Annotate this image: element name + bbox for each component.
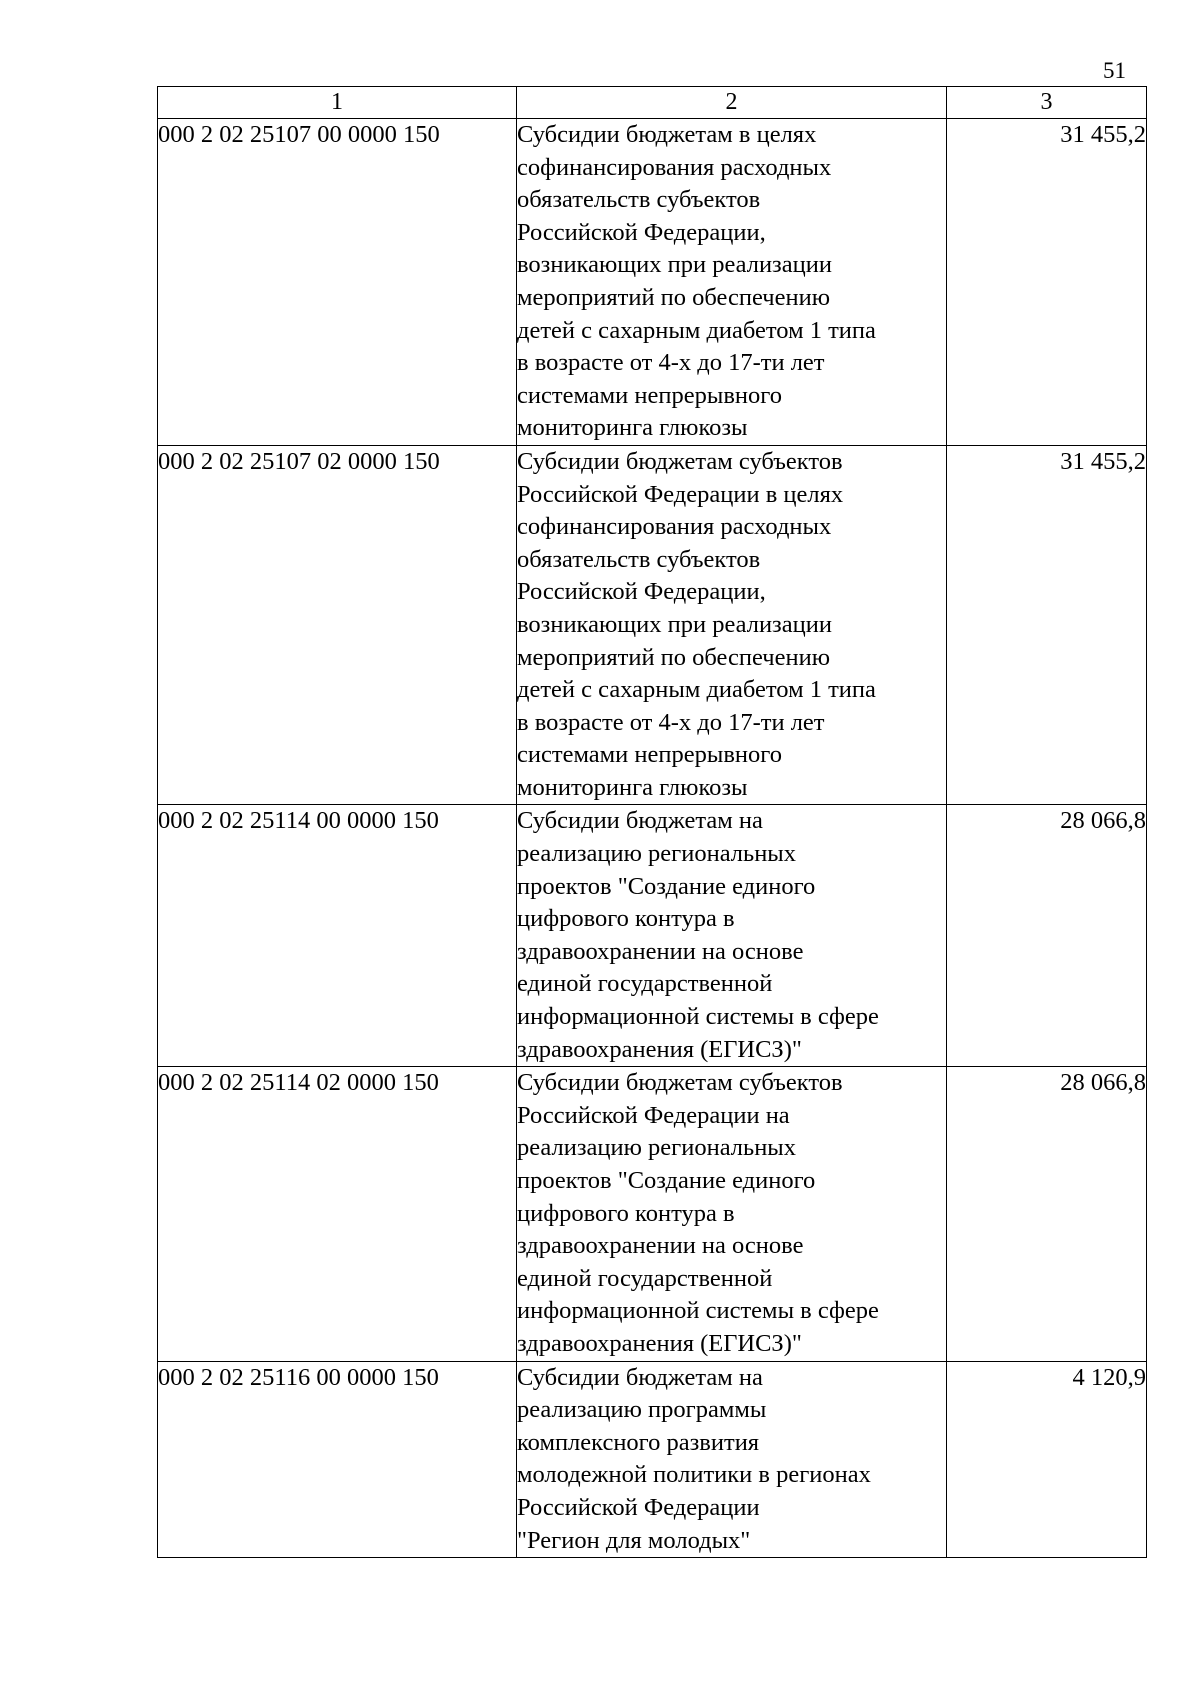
description-line: единой государственной [517, 1264, 773, 1292]
description-cell [517, 805, 947, 1067]
description-line: информационной системы в сфере [517, 1297, 879, 1325]
description-line: детей с сахарным диабетом 1 типа [517, 316, 876, 344]
budget-code-cell: 000 2 02 25107 02 0000 150 [158, 445, 517, 805]
table-row [158, 1361, 1147, 1558]
amount-cell: 28 066,8 [947, 805, 1147, 1067]
budget-code-cell: 000 2 02 25116 00 0000 150 [158, 1361, 517, 1558]
column-header-3: 3 [947, 87, 1147, 119]
description-line: Российской Федерации на [517, 1101, 790, 1129]
table-row [158, 1067, 1147, 1361]
table-row [158, 445, 1147, 805]
header-row [158, 87, 1147, 119]
description-line: Субсидии бюджетам субъектов [517, 447, 843, 475]
description-cell [517, 119, 947, 446]
description-line: реализацию региональных [517, 840, 797, 868]
description-line: проектов "Создание единого [517, 1167, 816, 1194]
description-line: мониторинга глюкозы [517, 773, 748, 801]
amount-cell: 31 455,2 [947, 119, 1147, 446]
amount-cell: 4 120,9 [947, 1361, 1147, 1558]
description-cell [517, 1361, 947, 1558]
description-line: мероприятий по обеспечению [517, 643, 831, 671]
description-line: молодежной политики в регионах [517, 1461, 871, 1489]
description-line: обязательств субъектов [517, 186, 761, 214]
description-line: мониторинга глюкозы [517, 414, 748, 442]
description-line: системами непрерывного [517, 741, 782, 769]
description-line: здравоохранении на основе [517, 937, 804, 965]
description-line: мероприятий по обеспечению [517, 283, 831, 311]
description-line: "Регион для молодых" [517, 1526, 751, 1554]
description-line: Субсидии бюджетам в целях [517, 121, 817, 148]
description-line: цифрового контура в [517, 905, 735, 933]
description-line: возникающих при реализации [517, 610, 832, 638]
budget-code-cell: 000 2 02 25114 02 0000 150 [158, 1067, 517, 1361]
description-line: комплексного развития [517, 1428, 760, 1456]
description-line: информационной системы в сфере [517, 1003, 879, 1031]
description-line: здравоохранении на основе [517, 1232, 804, 1260]
description-line: софинансирования расходных [517, 153, 832, 181]
description-line: реализацию региональных [517, 1134, 797, 1162]
description-line: Субсидии бюджетам субъектов [517, 1069, 843, 1097]
description-line: реализацию программы [517, 1396, 767, 1424]
description-line: Российской Федерации в целях [517, 480, 844, 508]
description-line: цифрового контура в [517, 1199, 735, 1227]
description-line: в возрасте от 4-х до 17-ти лет [517, 708, 825, 736]
description-line: здравоохранения (ЕГИСЗ)" [517, 1329, 802, 1357]
budget-code-cell: 000 2 02 25107 00 0000 150 [158, 119, 517, 446]
description-line: Субсидии бюджетам на [517, 807, 763, 835]
description-line: возникающих при реализации [517, 251, 832, 279]
description-line: Российской Федерации [517, 1493, 760, 1521]
budget-table [157, 86, 1147, 1558]
description-line: Российской Федерации, [517, 218, 766, 246]
table-row [158, 805, 1147, 1067]
description-cell [517, 1067, 947, 1361]
column-header-2: 2 [517, 87, 947, 119]
amount-cell: 28 066,8 [947, 1067, 1147, 1361]
description-line: здравоохранения (ЕГИСЗ)" [517, 1035, 802, 1063]
column-header-1: 1 [158, 87, 517, 119]
description-line: системами непрерывного [517, 381, 782, 409]
description-line: Субсидии бюджетам на [517, 1363, 763, 1391]
description-line: проектов "Создание единого [517, 872, 816, 900]
description-line: единой государственной [517, 970, 773, 998]
page-number: 51 [1103, 58, 1126, 83]
amount-cell: 31 455,2 [947, 445, 1147, 805]
table-row [158, 119, 1147, 446]
description-line: обязательств субъектов [517, 545, 761, 573]
budget-code-cell: 000 2 02 25114 00 0000 150 [158, 805, 517, 1067]
description-line: Российской Федерации, [517, 578, 766, 606]
description-line: софинансирования расходных [517, 513, 832, 541]
description-line: в возрасте от 4-х до 17-ти лет [517, 349, 825, 377]
description-line: детей с сахарным диабетом 1 типа [517, 676, 876, 704]
description-cell [517, 445, 947, 805]
